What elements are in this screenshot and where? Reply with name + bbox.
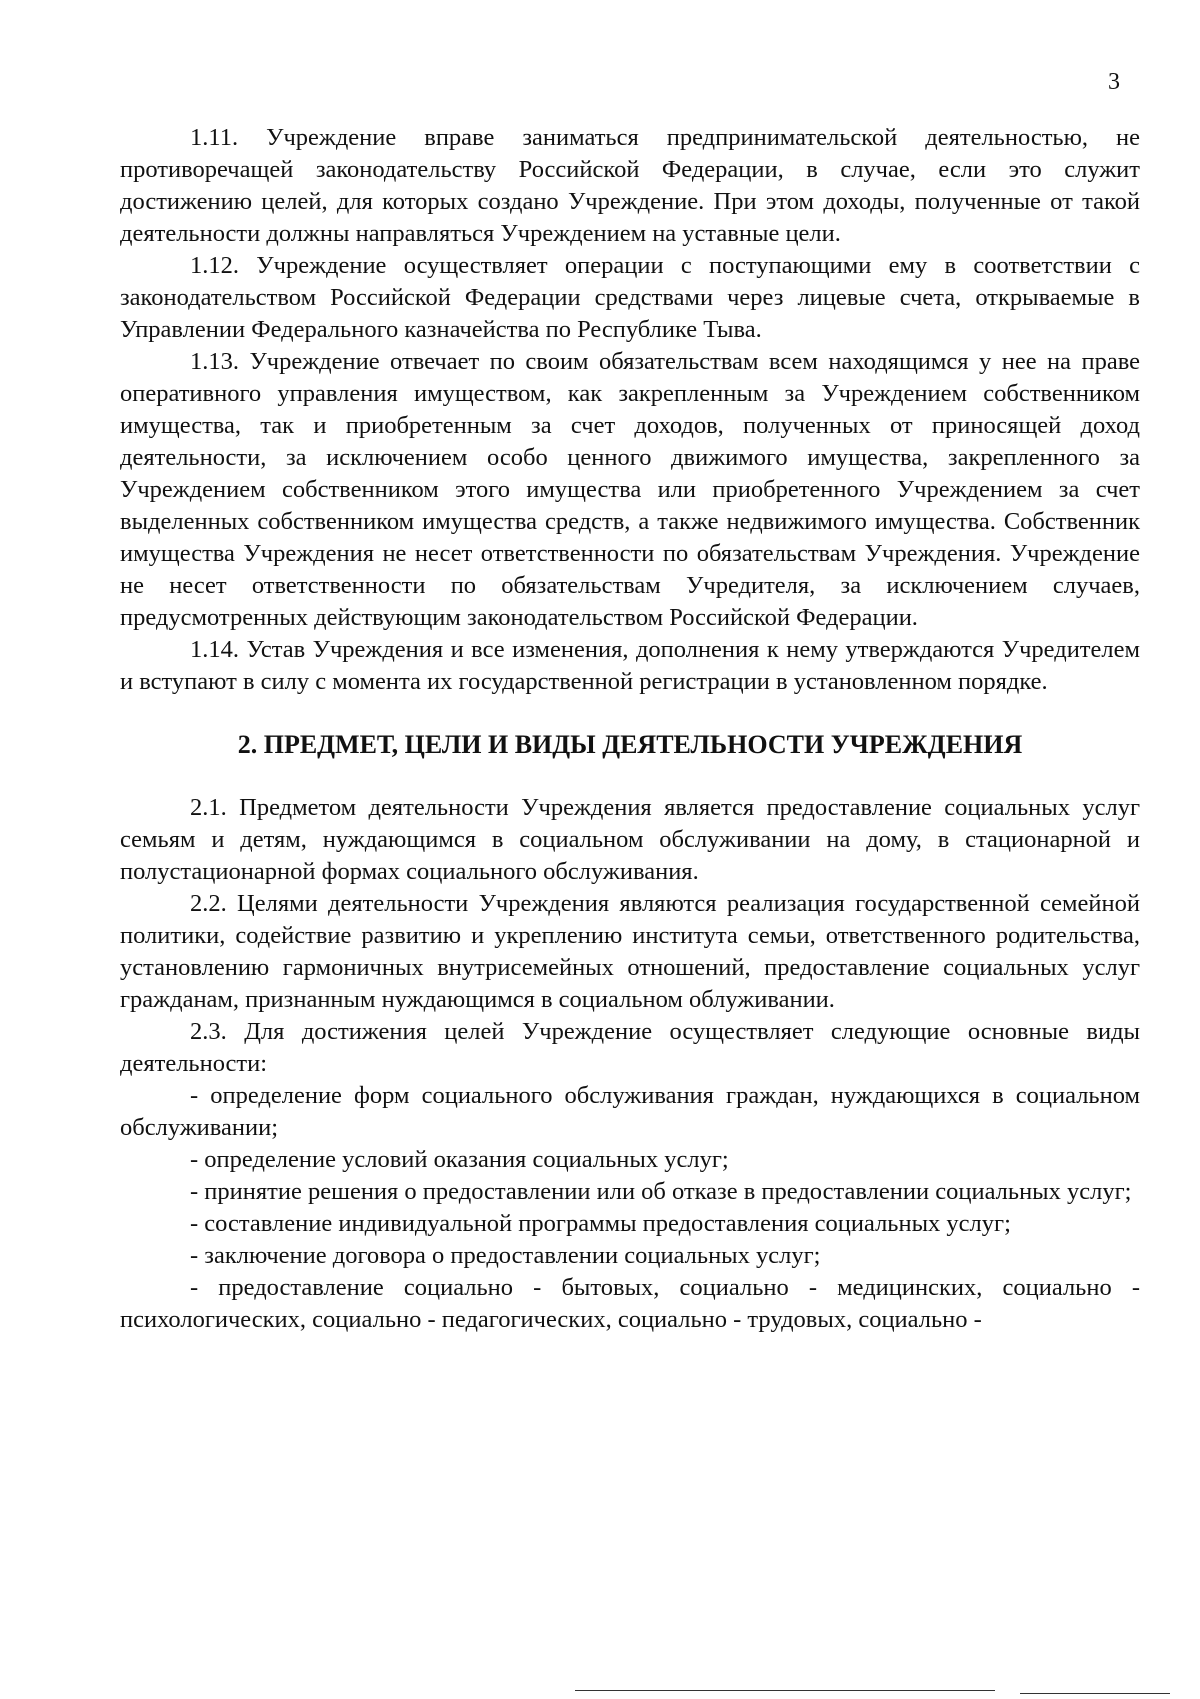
paragraph-2-2: 2.2. Целями деятельности Учреждения являются реализация государственной семейной политики, содействие развитию и укреплению института семьи, ответственного родительства, установлению гармоничных внутрисемейных отношений, предоставление социальных услуг гражданам, признанным нуждающимся в социальном облуживании. [120,890,1140,1013]
paragraph-1-12: 1.12. Учреждение осуществляет операции с поступающими ему в соответствии с законодательством Российской Федерации средствами через лицевые счета, открываемые в Управлении Федерального казначейства по Республике Тыва. [120,252,1140,343]
section-2-title: 2. ПРЕДМЕТ, ЦЕЛИ И ВИДЫ ДЕЯТЕЛЬНОСТИ УЧРЕЖДЕНИЯ [237,730,1023,759]
list-item: - определение условий оказания социальных услуг; [190,1146,729,1173]
page-number: 3 [1108,69,1120,95]
scan-line-mark [1020,1693,1170,1694]
scan-line-mark [575,1690,995,1691]
document-body [120,122,1140,1336]
list-item: - принятие решения о предоставлении или об отказе в предоставлении социальных услуг; [190,1178,1132,1205]
list-item: - заключение договора о предоставлении социальных услуг; [190,1242,821,1269]
paragraph-1-11: 1.11. Учреждение вправе заниматься предпринимательской деятельностью, не противоречащей законодательству Российской Федерации, в случае, если это служит достижению целей, для которых создано Учреждение. При этом доходы, полученные от такой деятельности должны направляться Учреждением на уставные цели. [120,124,1140,247]
list-item: - предоставление социально - бытовых, социально - медицинских, социально - психологических, социально - педагогических, социально - трудовых, социально - [120,1274,1140,1333]
list-item: - определение форм социального обслуживания граждан, нуждающихся в социальном обслуживании; [120,1082,1140,1141]
paragraph-2-1: 2.1. Предметом деятельности Учреждения является предоставление социальных услуг семьям и детям, нуждающимся в социальном обслуживании на дому, в стационарной и полустационарной формах социального обслуживания. [120,794,1140,885]
paragraph-2-3: 2.3. Для достижения целей Учреждение осуществляет следующие основные виды деятельности: [120,1018,1140,1077]
list-item: - составление индивидуальной программы предоставления социальных услуг; [190,1210,1011,1237]
paragraph-1-14: 1.14. Устав Учреждения и все изменения, дополнения к нему утверждаются Учредителем и вступают в силу с момента их государственной регистрации в установленном порядке. [120,636,1140,695]
paragraph-1-13: 1.13. Учреждение отвечает по своим обязательствам всем находящимся у нее на праве оперативного управления имуществом, как закрепленным за Учреждением собственником имущества, так и приобретенным за счет доходов, полученных от приносящей доход деятельности, за исключением особо ценного движимого имущества, закрепленного за Учреждением собственником этого имущества или приобретенного Учреждением за счет выделенных собственником имущества средств, а также недвижимого имущества. Собственник имущества Учреждения не несет ответственности по обязательствам Учреждения. Учреждение не несет ответственности по обязательствам Учредителя, за исключением случаев, предусмотренных действующим законодательством Российской Федерации. [120,348,1140,631]
